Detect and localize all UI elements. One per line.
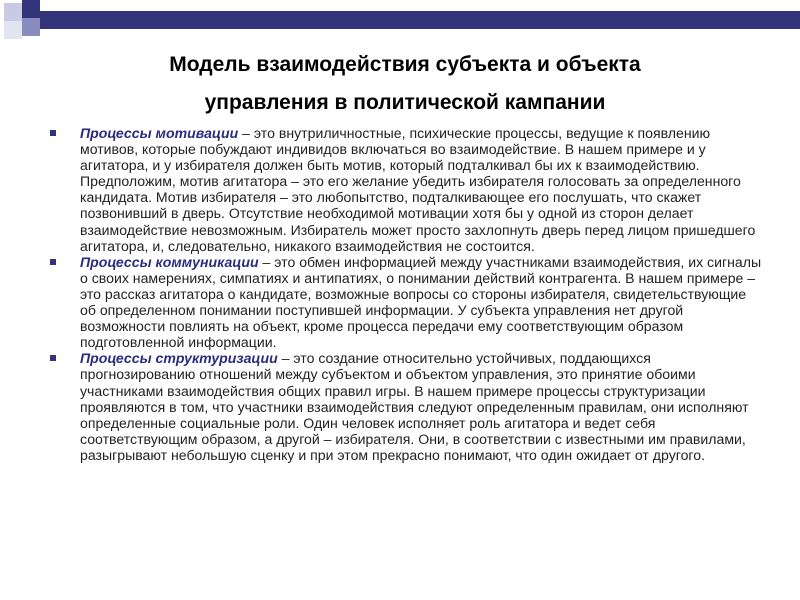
term-communication: Процессы коммуникации xyxy=(80,253,259,270)
deco-square xyxy=(4,21,22,39)
text-communication: – это обмен информацией между участниками взаимодействия, их сигналы о своих намерениях, симпатиях и антипатиях, о понимании действий контрагента. В нашем примере – это рассказ агитатора о кандидате, возможные вопросы со стороны избирателя, свидетельствующие об определенном понимании поступившей информации. У субъекта управления нет другой возможности повлиять на объект, кроме процесса передачи ему соответствующим образом подготовленной информации. xyxy=(80,253,762,351)
bullet-structuring xyxy=(44,350,764,463)
header-bar xyxy=(40,11,800,29)
slide-title xyxy=(40,46,770,122)
square-bullet-icon xyxy=(50,130,56,136)
deco-square xyxy=(22,0,40,18)
text-motivation: – это внутриличностные, психические процессы, ведущие к появлению мотивов, которые побуждают индивидов включаться во взаимодействие. В нашем примере и у агитатора, и у избирателя должен быть мотив, который подталкивал бы их к взаимодействию. Предположим, мотив агитатора – это его желание убедить избирателя голосовать за определенного кандидата. Мотив избирателя – это любопытство, подталкивающее его послушать, что скажет позвонивший в дверь. Отсутствие необходимой мотивации хотя бы у одной из сторон делает взаимодействие невозможным. Избиратель может просто захлопнуть дверь перед лицом пришедшего агитатора, и, следовательно, никакого взаимодействия не состоится. xyxy=(80,125,756,254)
title-line-1: Модель взаимодействия субъекта и объекта xyxy=(169,53,641,76)
bullet-motivation xyxy=(44,125,764,254)
square-bullet-icon xyxy=(50,355,56,361)
bullet-communication xyxy=(44,254,764,351)
slide-content xyxy=(44,125,764,463)
square-bullet-icon xyxy=(50,259,56,265)
deco-square xyxy=(22,18,40,36)
header-decoration xyxy=(0,0,800,40)
text-structuring: – это создание относительно устойчивых, поддающихся прогнозированию отношений между субъектом и объектом управления, это принятие обоими участниками взаимодействия общих правил игры. В нашем примере процессы структуризации проявляются в том, что участники взаимодействия следуют определенным правилам, они исполняют определенные социальные роли. Один человек исполняет роль агитатора и ведет себя соответствующим образом, а другой – избирателя. Они, в соответствии с известными им правилами, разыгрывают небольшую сценку и при этом прекрасно понимают, что один ожидает от другого. xyxy=(80,350,749,463)
deco-square xyxy=(4,3,22,21)
title-line-2: управления в политической кампании xyxy=(204,91,606,114)
term-structuring: Процессы структуризации xyxy=(80,350,278,367)
term-motivation: Процессы мотивации xyxy=(80,125,239,141)
